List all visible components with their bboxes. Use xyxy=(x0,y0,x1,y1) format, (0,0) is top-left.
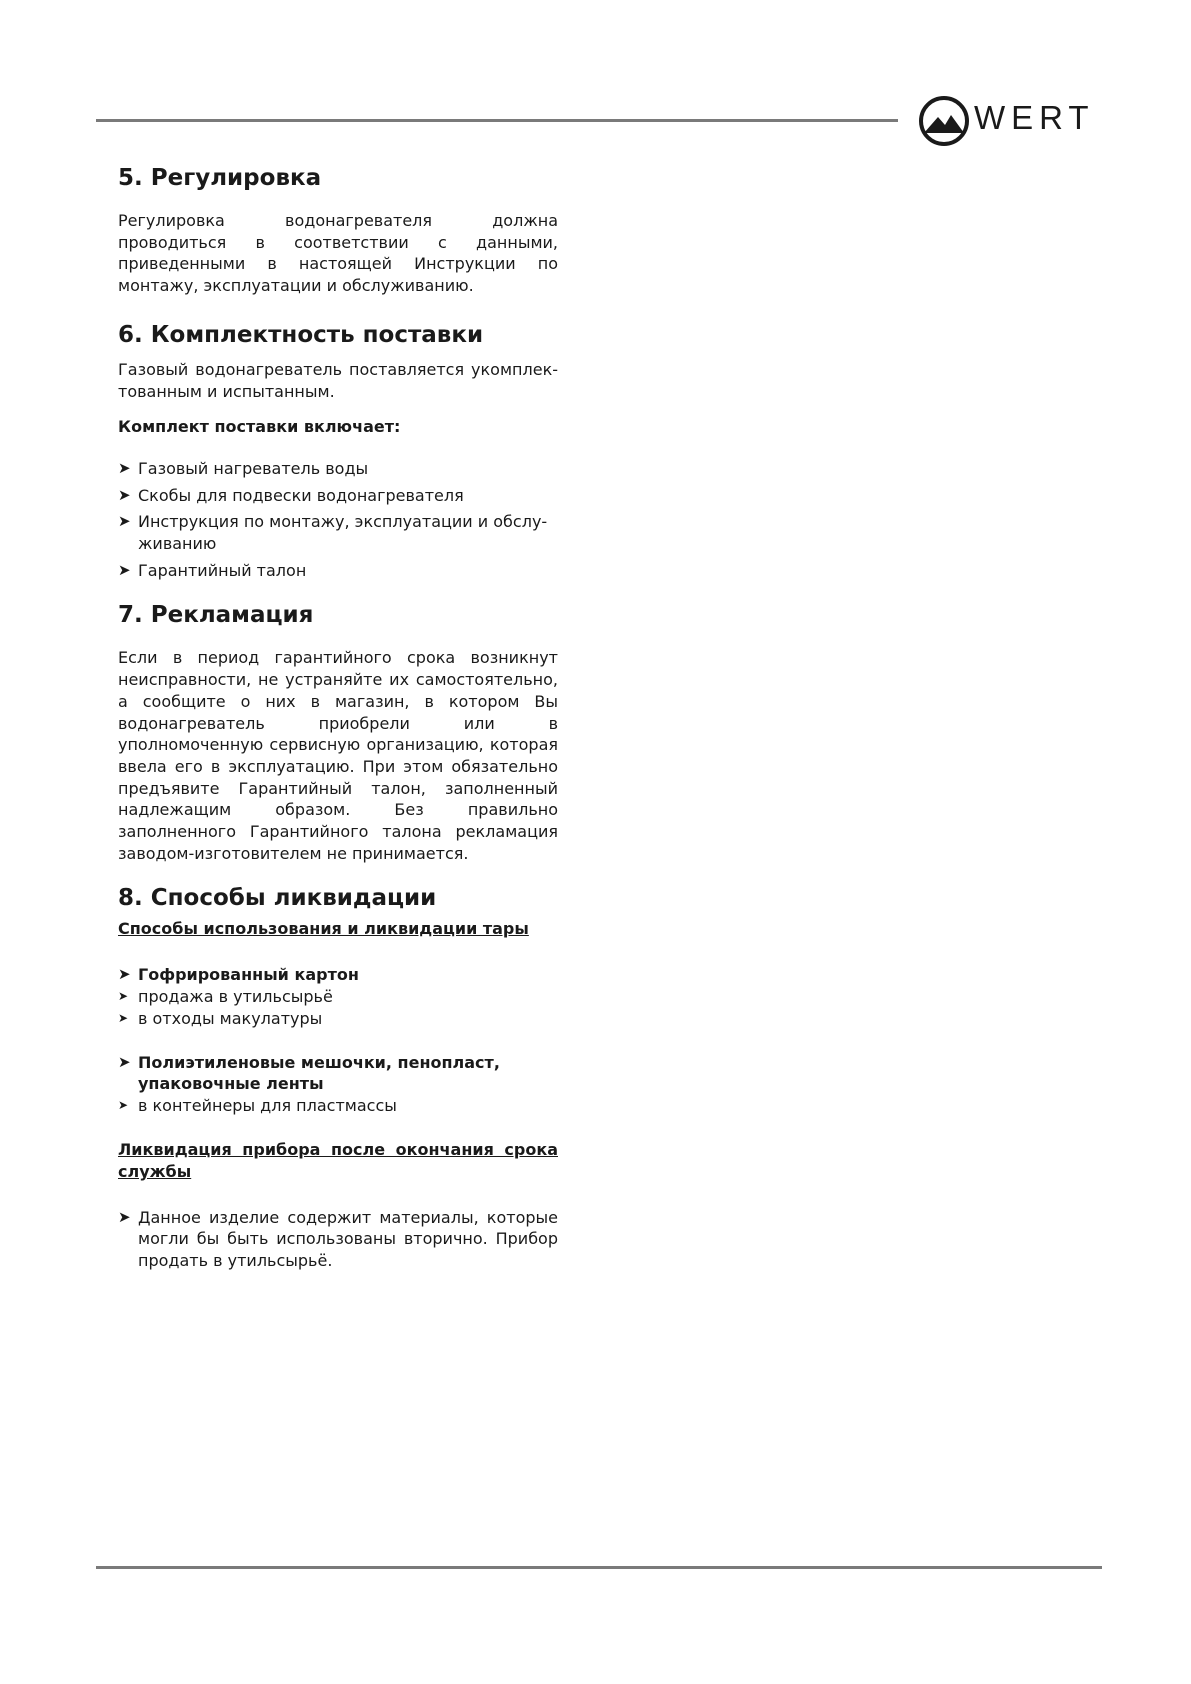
arrow-icon: ➤ xyxy=(118,512,131,531)
arrow-icon: ➤ xyxy=(118,1097,129,1112)
section-5-text: Регулировка водонагревателя должна проводиться в соответствии с данными, приведенными в настоящей Инструкции по монтажу, эксплуатации и обслуживанию. xyxy=(118,211,558,296)
arrow-icon: ➤ xyxy=(118,458,131,477)
list-item: ➤ Полиэтиленовые мешочки, пенопласт, упаковочные ленты xyxy=(118,1052,500,1094)
list-item: ➤ Данное изделие содержит материалы, которые могли бы быть использованы вторично. Прибор продать в утильсырьё. xyxy=(118,1207,558,1271)
arrow-icon: ➤ xyxy=(118,989,129,1004)
section-8-subheading-packaging: Способы использования и ликвидации тары xyxy=(118,919,529,939)
packaging-group-cardboard xyxy=(118,964,558,1029)
list-item: ➤ Гофрированный картон xyxy=(118,965,359,985)
arrow-icon: ➤ xyxy=(118,485,131,504)
section-5-title: 5. Регулировка xyxy=(118,165,322,191)
list-item: ➤ в отходы макулатуры xyxy=(118,1008,323,1028)
section-6-title: 6. Комплектность поставки xyxy=(118,321,484,348)
mountain-logo-icon xyxy=(918,95,970,147)
packaging-group-plastic xyxy=(118,1052,558,1117)
list-item: ➤ Скобы для подвески водонагревателя xyxy=(118,485,464,505)
delivery-list xyxy=(118,458,558,582)
arrow-icon: ➤ xyxy=(118,1010,129,1025)
disposal-list xyxy=(118,1207,558,1272)
header-rule xyxy=(96,119,898,122)
arrow-icon: ➤ xyxy=(118,1207,131,1226)
arrow-icon: ➤ xyxy=(118,560,131,579)
section-6-text: Газовый водонагреватель поставляется укомплек-тованным и испытанным. xyxy=(118,359,558,401)
list-item: ➤ Гарантийный талон xyxy=(118,560,307,580)
arrow-icon: ➤ xyxy=(118,1052,131,1071)
wert-logo xyxy=(918,95,1103,147)
footer-rule xyxy=(96,1566,1102,1569)
list-item: ➤ Газовый нагреватель воды xyxy=(118,458,369,478)
list-item: ➤ Инструкция по монтажу, эксплуатации и обслу-живанию xyxy=(118,512,548,554)
arrow-icon: ➤ xyxy=(118,965,131,984)
section-8-title: 8. Способы ликвидации xyxy=(118,885,437,912)
list-item: ➤ в контейнеры для пластмассы xyxy=(118,1095,397,1115)
page-content xyxy=(118,160,558,1272)
brand-name: WERT xyxy=(974,99,1095,136)
section-6-subheading: Комплект поставки включает: xyxy=(118,417,401,437)
section-8-subheading-disposal: Ликвидация прибора после окончания срока службы xyxy=(118,1139,558,1181)
list-item: ➤ продажа в утильсырьё xyxy=(118,987,333,1007)
section-7-title: 7. Рекламация xyxy=(118,602,314,629)
section-7-text: Если в период гарантийного срока возникнут неисправности, не устраняйте их самостоятельно, а сообщите о них в магазин, в котором Вы водонагреватель приобрели или в уполномоченную сервисную организацию, которая ввела его в эксплуатацию. При этом обязательно предъявите Гарантийный талон, заполненный надлежащим образом. Без правильно заполненного Гарантийного талона рекламация заводом-изготовителем не принимается. xyxy=(118,648,558,863)
